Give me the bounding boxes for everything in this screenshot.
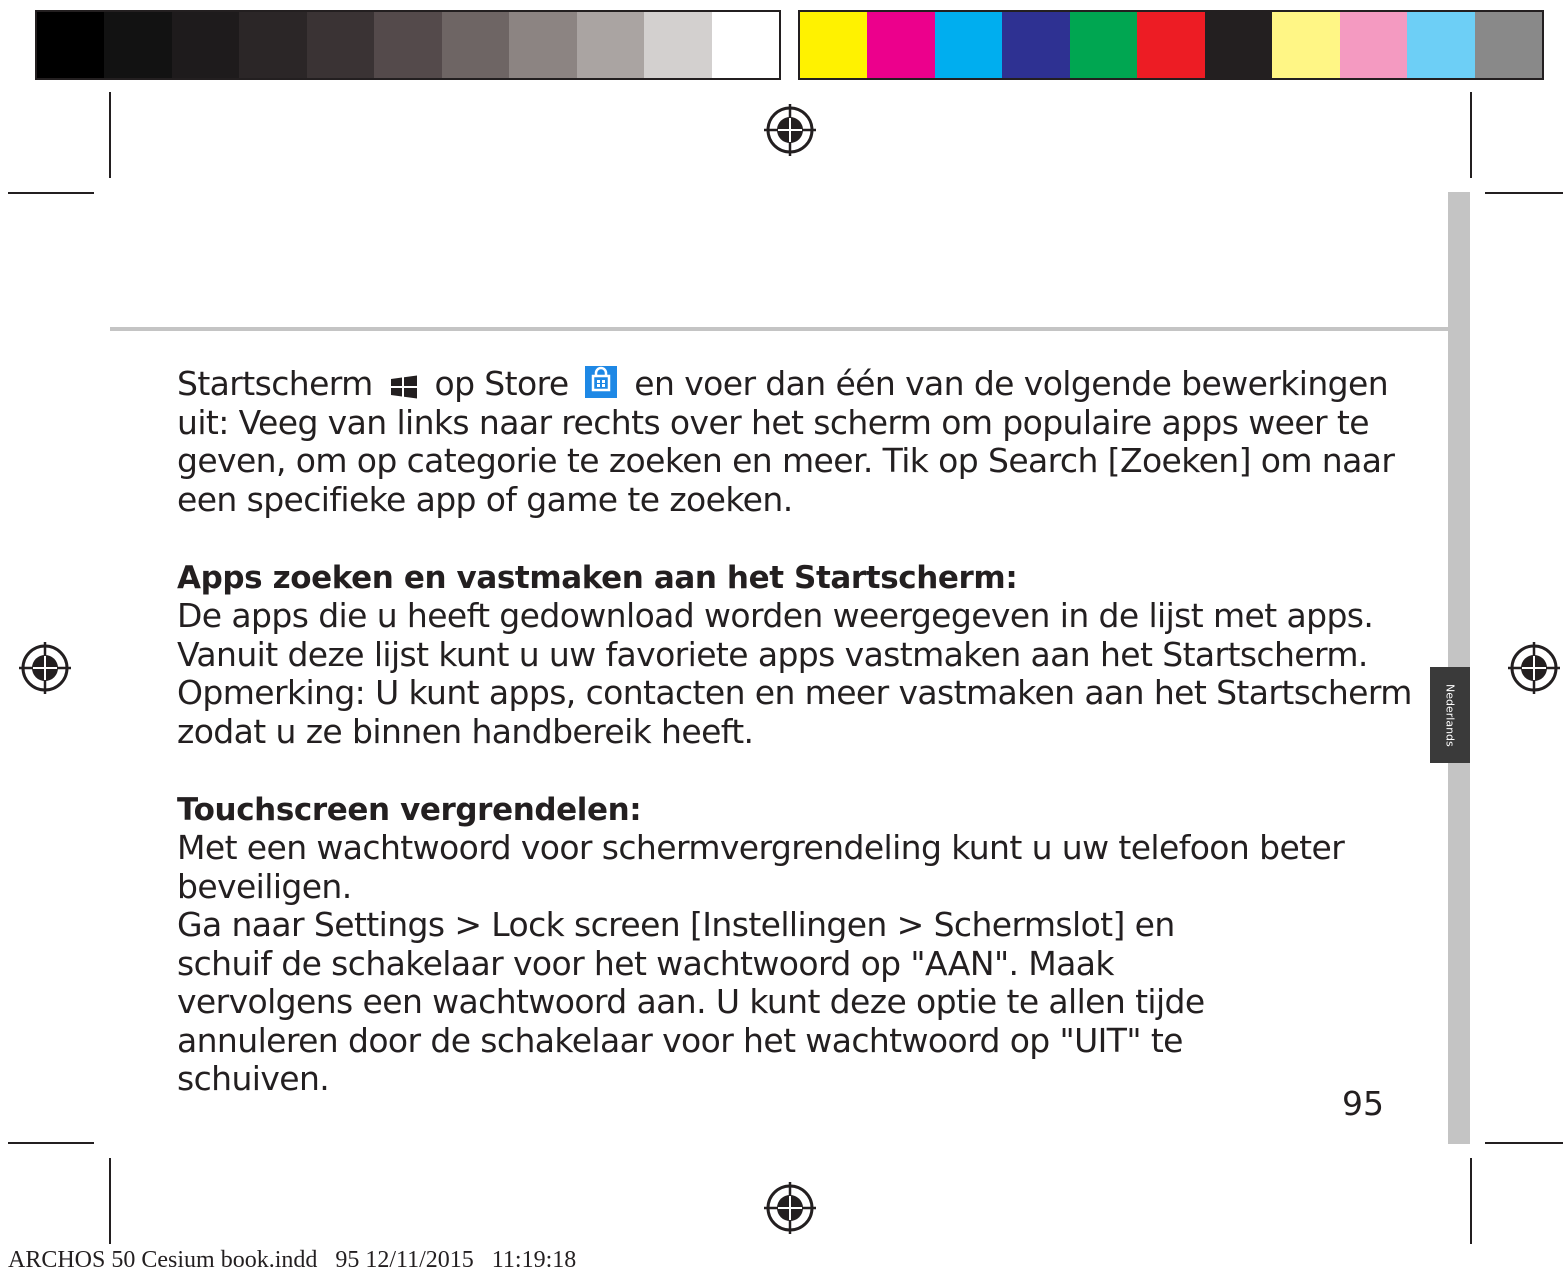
section-body-lock-screen-steps: Ga naar Settings > Lock screen [Instellingen > Schermslot] en schuif de schakelaar voor het wachtwoord op "AAN". Maak vervolgens een wachtwoord aan. U kunt deze optie te allen tijde annuleren door de schakelaar voor het wachtwoord op "UIT" te schuiven. xyxy=(177,905,1205,1098)
windows-logo-icon xyxy=(389,375,419,399)
process-swatch-11 xyxy=(1475,12,1542,78)
section-note-pin-apps: Opmerking: U kunt apps, contacten en meer vastmaken aan het Startscherm zodat u ze binnen handbereik heeft. xyxy=(177,673,1412,751)
process-swatch-2 xyxy=(867,12,934,78)
gray-swatch-7 xyxy=(442,12,509,78)
gray-swatch-5 xyxy=(307,12,374,78)
process-swatch-3 xyxy=(935,12,1002,78)
registration-mark-icon xyxy=(762,1180,818,1236)
process-swatch-1 xyxy=(800,12,867,78)
crop-mark-bottom-right-vertical xyxy=(1470,1158,1472,1244)
process-swatch-4 xyxy=(1002,12,1069,78)
gray-swatch-8 xyxy=(509,12,576,78)
process-swatch-8 xyxy=(1272,12,1339,78)
language-tab xyxy=(1430,667,1470,763)
section-body-pin-apps: De apps die u heeft gedownload worden weergegeven in de lijst met apps. Vanuit deze lijst kunt u uw favoriete apps vastmaken aan het Startscherm. xyxy=(177,596,1374,674)
gray-swatch-6 xyxy=(374,12,441,78)
crop-mark-bottom-left-horizontal xyxy=(8,1142,94,1144)
language-tab-label: Nederlands xyxy=(1443,683,1457,747)
gray-swatch-9 xyxy=(577,12,644,78)
page-number: 95 xyxy=(1342,1084,1384,1123)
section-body-lock-screen: Met een wachtwoord voor schermvergrendeling kunt u uw telefoon beter beveiligen. xyxy=(177,828,1345,906)
print-slug: ARCHOS 50 Cesium book.indd 95 12/11/2015 11:19:18 xyxy=(8,1247,577,1273)
section-title-pin-apps: Apps zoeken en vastmaken aan het Startscherm: xyxy=(177,560,1018,596)
crop-mark-top-left-vertical xyxy=(109,92,111,178)
crop-mark-bottom-left-vertical xyxy=(109,1158,111,1244)
intro-rest-text: en voer dan één van de volgende bewerkingen uit: Veeg van links naar rechts over het scherm om populaire apps weer te geven, om op categorie te zoeken en meer. Tik op Search [Zoeken] om naar een specifieke app of game te zoeken. xyxy=(177,364,1395,519)
gray-swatch-10 xyxy=(644,12,711,78)
gray-swatch-2 xyxy=(104,12,171,78)
process-swatch-10 xyxy=(1407,12,1474,78)
registration-mark-icon xyxy=(762,102,818,158)
gray-swatch-11 xyxy=(712,12,779,78)
crop-mark-top-right-vertical xyxy=(1470,92,1472,178)
section-title-lock-screen: Touchscreen vergrendelen: xyxy=(177,792,642,828)
intro-start-text: Startscherm xyxy=(177,364,383,403)
process-swatch-5 xyxy=(1070,12,1137,78)
store-bag-icon xyxy=(584,365,618,399)
process-swatch-7 xyxy=(1205,12,1272,78)
header-rule xyxy=(110,327,1450,331)
intro-mid-text: op Store xyxy=(424,364,579,403)
registration-mark-icon xyxy=(1506,640,1562,696)
gray-swatch-1 xyxy=(37,12,104,78)
page-content xyxy=(177,365,1417,1099)
process-swatch-9 xyxy=(1340,12,1407,78)
gray-swatch-3 xyxy=(172,12,239,78)
process-color-bar xyxy=(798,10,1544,80)
crop-mark-top-left-horizontal xyxy=(8,192,94,194)
registration-mark-icon xyxy=(17,640,73,696)
process-swatch-6 xyxy=(1137,12,1204,78)
intro-paragraph xyxy=(177,365,1417,519)
gray-swatch-4 xyxy=(239,12,306,78)
crop-mark-bottom-right-horizontal xyxy=(1485,1142,1563,1144)
grayscale-color-bar xyxy=(35,10,781,80)
crop-mark-top-right-horizontal xyxy=(1485,192,1563,194)
